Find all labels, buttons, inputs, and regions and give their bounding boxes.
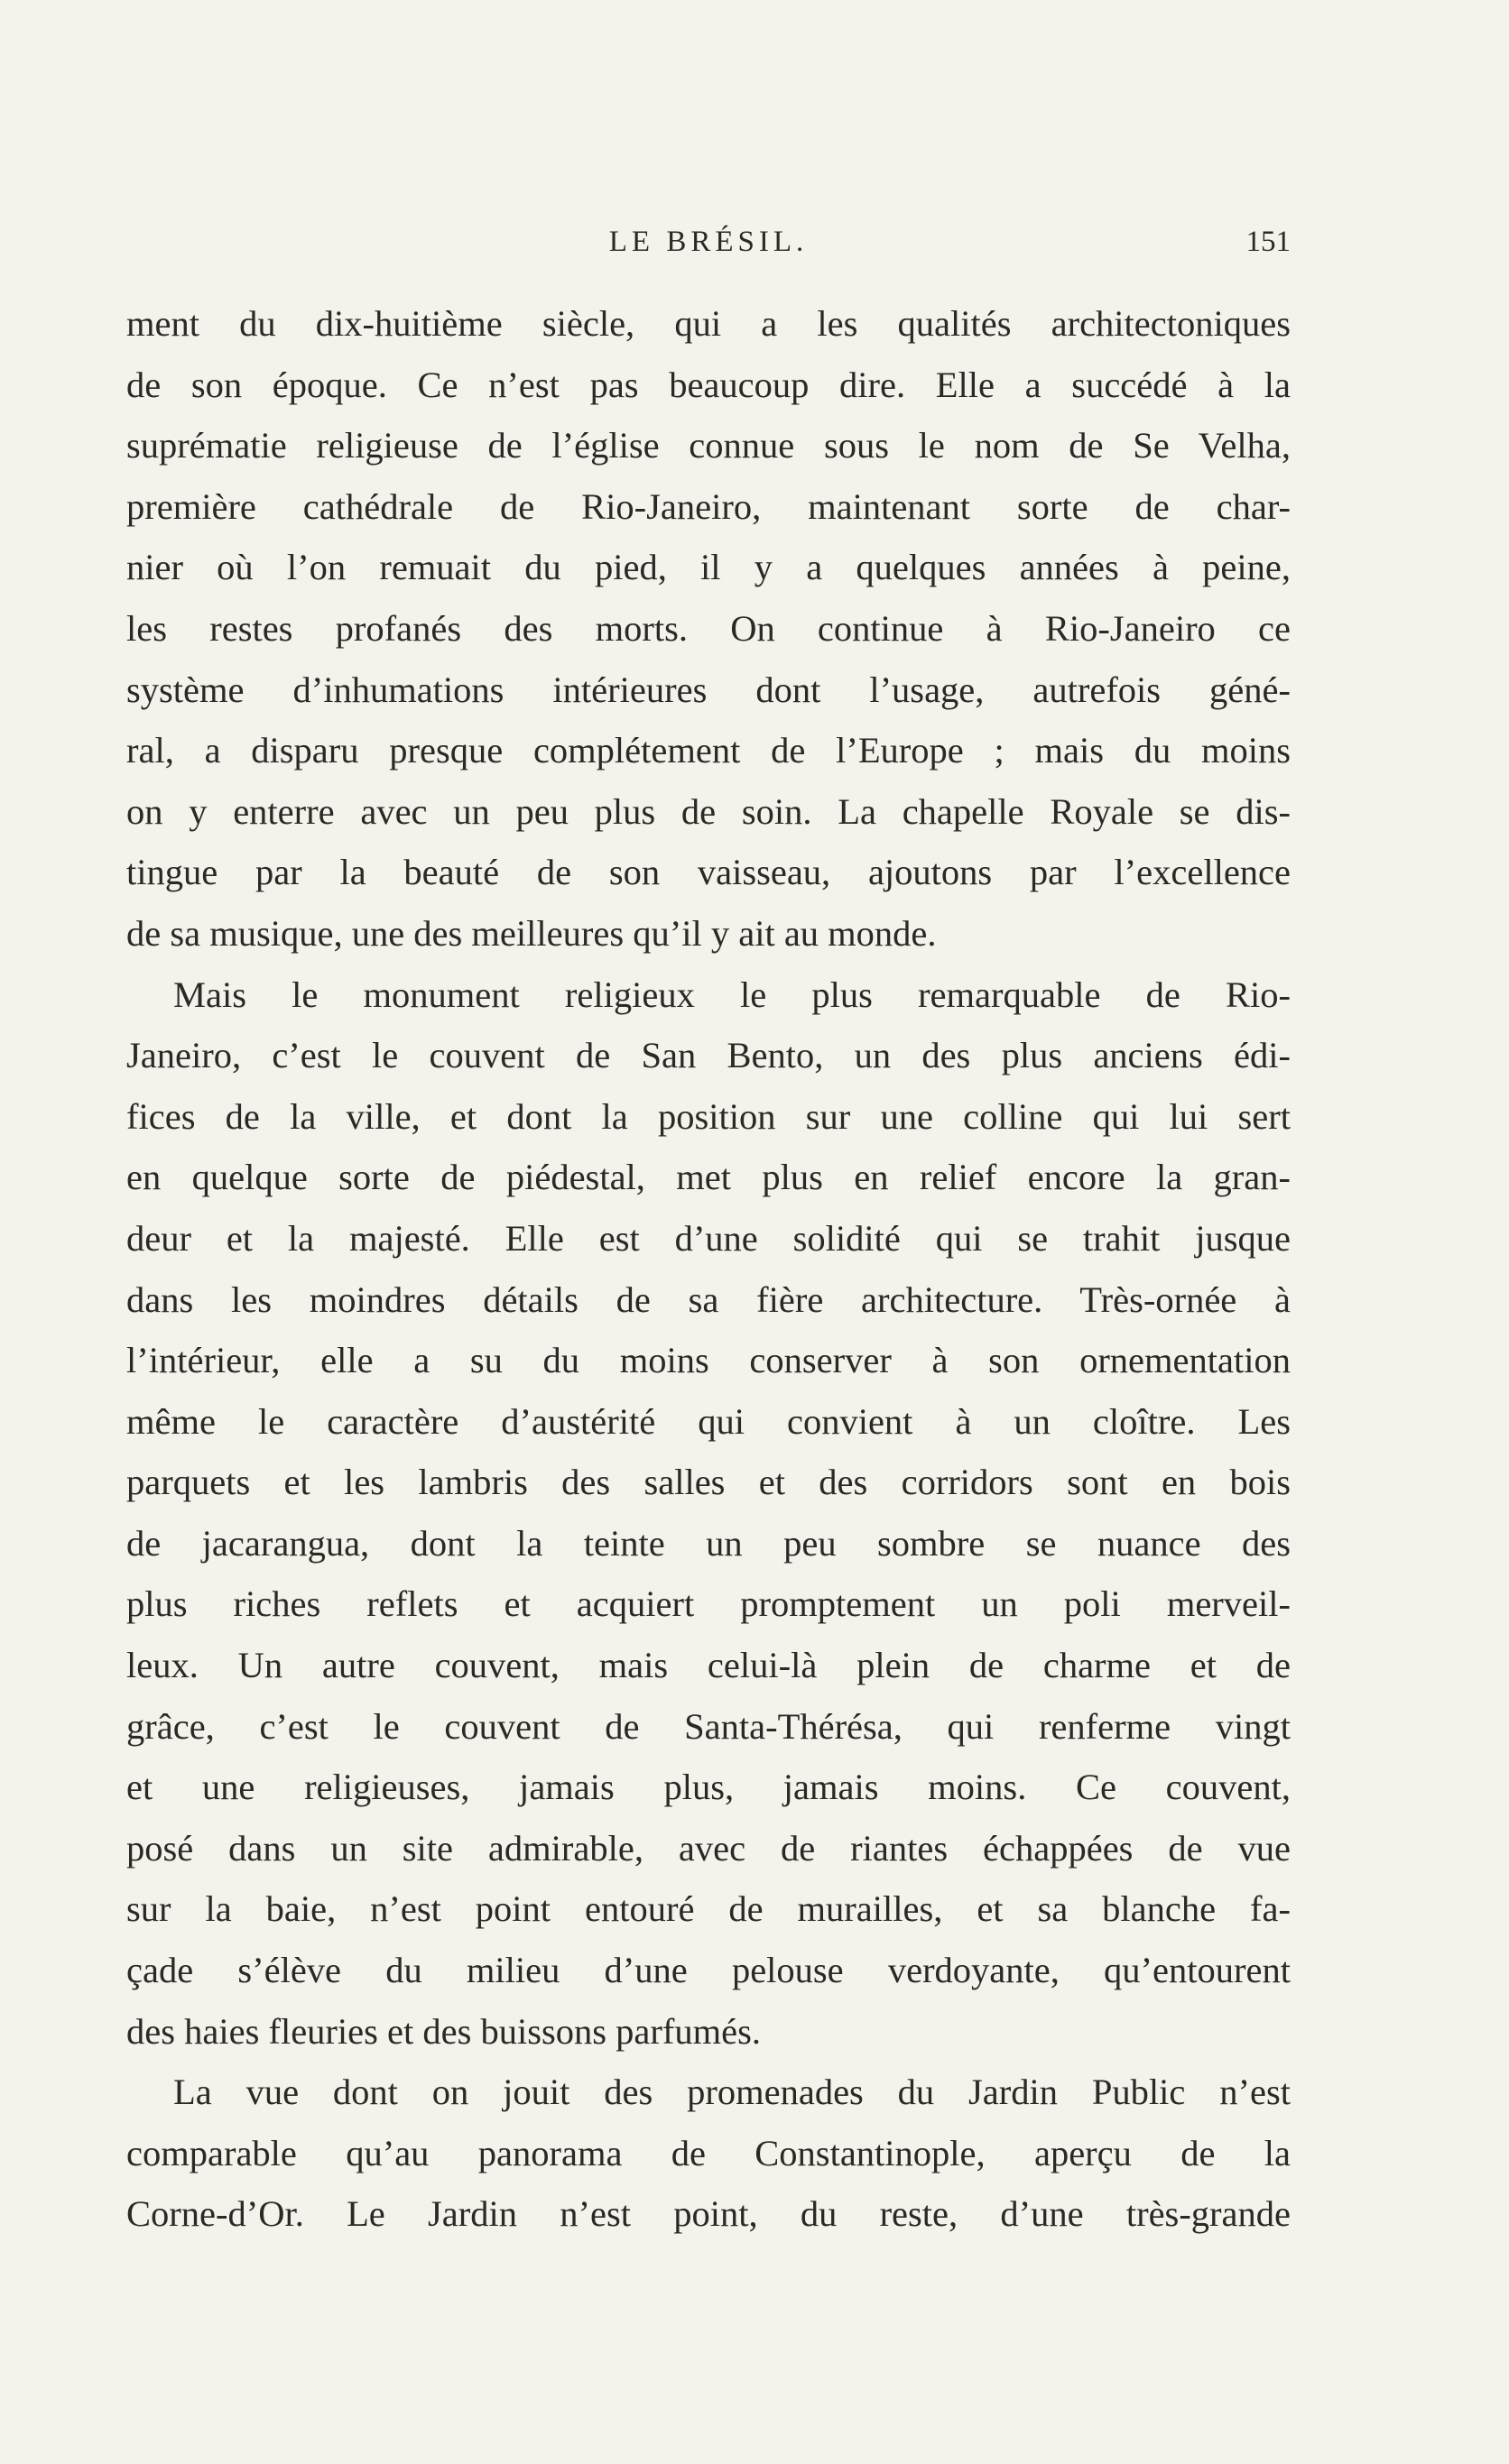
text-line: plus riches reflets et acquiert promptement un poli merveil- [126,1583,1291,1625]
text-line: de son époque. Ce n’est pas beaucoup dire. Elle a succédé à la [126,364,1291,405]
text-line: Janeiro, c’est le couvent de San Bento, un des plus anciens édi- [126,1035,1291,1076]
text-line: posé dans un site admirable, avec de riantes échappées de vue [126,1827,1291,1869]
text-line: les restes profanés des morts. On continue à Rio-Janeiro ce [126,607,1291,649]
text-line: sur la baie, n’est point entouré de murailles, et sa blanche fa- [126,1888,1291,1930]
text-line: en quelque sorte de piédestal, met plus en relief encore la gran- [126,1157,1291,1198]
text-line: première cathédrale de Rio-Janeiro, maintenant sorte de char- [126,485,1291,527]
running-title: LE BRÉSIL. [608,226,809,258]
text-line: même le caractère d’austérité qui convient à un cloître. Les [126,1400,1291,1442]
paragraph-end-line: de sa musique, une des meilleures qu’il y ait au monde. [126,912,937,954]
text-line: çade s’élève du milieu d’une pelouse verdoyante, qu’entourent [126,1950,1291,1991]
text-line: fices de la ville, et dont la position sur une colline qui lui sert [126,1095,1291,1137]
text-line: de jacarangua, dont la teinte un peu sombre se nuance des [126,1522,1291,1564]
text-line: deur et la majesté. Elle est d’une solidité qui se trahit jusque [126,1217,1291,1259]
text-line: ral, a disparu presque complétement de l’Europe ; mais du moins [126,730,1291,771]
text-line: l’intérieur, elle a su du moins conserver à son ornementation [126,1340,1291,1381]
paragraph-start-line: La vue dont on jouit des promenades du Jardin Public n’est [173,2072,1291,2113]
text-line: suprématie religieuse de l’église connue sous le nom de Se Velha, [126,425,1291,466]
text-line: parquets et les lambris des salles et des corridors sont en bois [126,1462,1291,1503]
page-number: 151 [1245,226,1291,258]
text-line: système d’inhumations intérieures dont l’usage, autrefois géné- [126,669,1291,710]
text-line: ment du dix-huitième siècle, qui a les qualités architectoniques [126,303,1291,344]
text-line: Corne-d’Or. Le Jardin n’est point, du reste, d’une très-grande [126,2193,1291,2235]
text-line: nier où l’on remuait du pied, il y a quelques années à peine, [126,547,1291,588]
body-text [126,293,1291,2245]
paragraph-start-line: Mais le monument religieux le plus remarquable de Rio- [173,974,1291,1015]
paragraph-end-line: des haies fleuries et des buissons parfumés. [126,2010,761,2052]
text-line: leux. Un autre couvent, mais celui-là plein de charme et de [126,1645,1291,1686]
text-line: comparable qu’au panorama de Constantinople, aperçu de la [126,2132,1291,2173]
running-head [126,226,1291,271]
text-line: grâce, c’est le couvent de Santa-Thérésa, qui renferme vingt [126,1705,1291,1747]
text-line: on y enterre avec un peu plus de soin. La chapelle Royale se dis- [126,790,1291,832]
text-line: dans les moindres détails de sa fière architecture. Très-ornée à [126,1278,1291,1320]
text-line: et une religieuses, jamais plus, jamais moins. Ce couvent, [126,1767,1291,1808]
text-line: tingue par la beauté de son vaisseau, ajoutons par l’excellence [126,852,1291,893]
